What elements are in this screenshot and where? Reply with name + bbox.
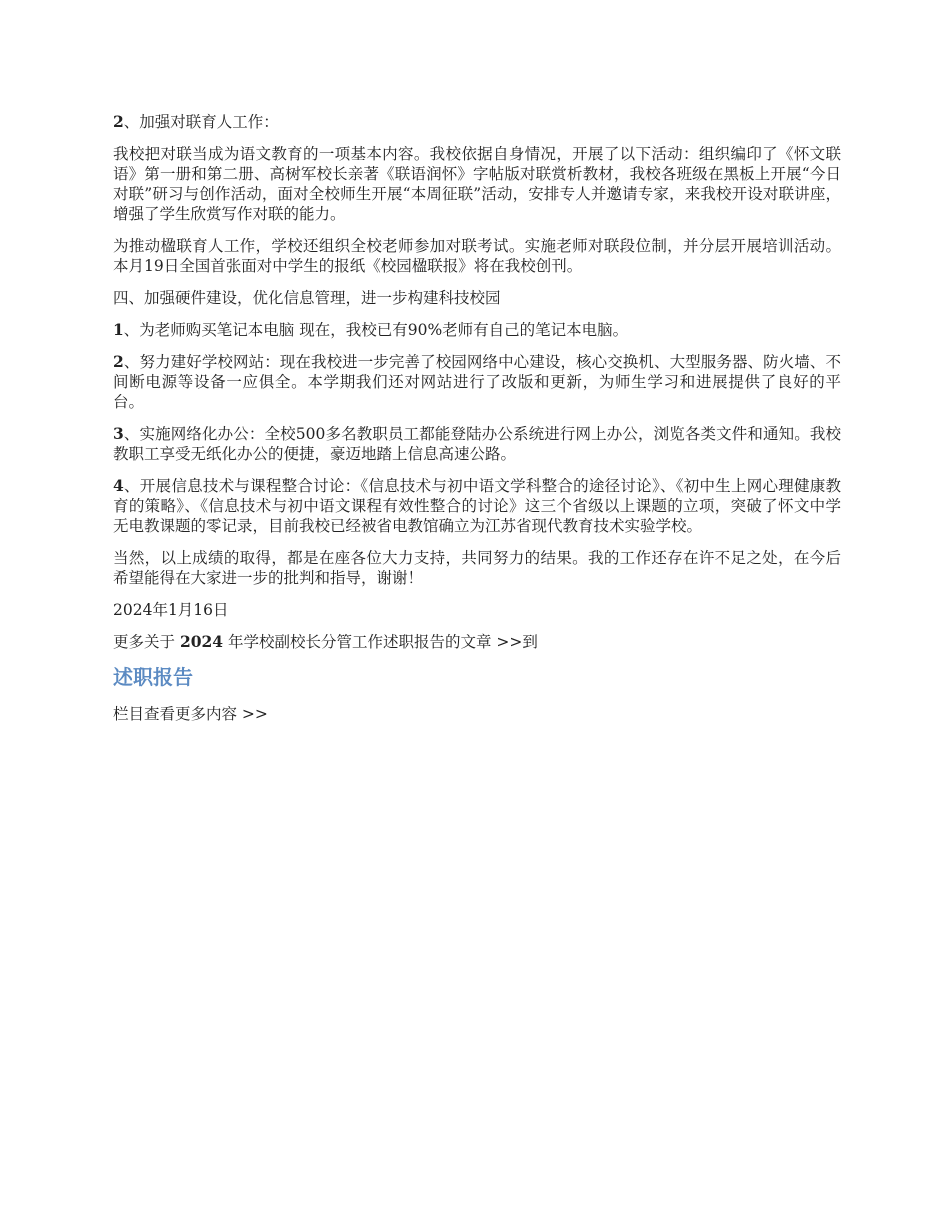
paragraph-laptops bbox=[113, 320, 841, 340]
category-heading bbox=[113, 664, 841, 690]
more-articles-line bbox=[113, 632, 841, 652]
paragraph-text: 、实施网络化办公：全校500多名教职员工都能登陆办公系统进行网上办公，浏览各类文件和通知。我校教职工享受无纸化办公的便捷，豪迈地踏上信息高速公路。 bbox=[113, 425, 841, 463]
paragraph-text: 、努力建好学校网站：现在我校进一步完善了校园网络中心建设，核心交换机、大型服务器、防火墙、不间断电源等设备一应俱全。本学期我们还对网站进行了改版和更新，为师生学习和进展提供了良好的平台。 bbox=[113, 353, 841, 411]
item-number: 2 bbox=[113, 112, 124, 131]
item-number: 3 bbox=[113, 424, 124, 443]
paragraph-text: 、开展信息技术与课程整合讨论：《信息技术与初中语文学科整合的途径讨论》、《初中生上网心理健康教育的策略》、《信息技术与初中语文课程有效性整合的讨论》这三个省级以上课题的立项，突破了怀文中学无电教课题的零记录，目前我校已经被省电教馆确立为江苏省现代教育技术实验学校。 bbox=[113, 477, 841, 535]
paragraph-it-integration bbox=[113, 476, 841, 536]
view-more-link[interactable]: 栏目查看更多内容 >> bbox=[113, 705, 268, 723]
more-articles-link[interactable] bbox=[113, 633, 538, 651]
paragraph-text: 、加强对联育人工作： bbox=[123, 113, 279, 131]
paragraph-couplet-exam: 为推动楹联育人工作，学校还组织全校老师参加对联考试。实施老师对联段位制，并分层开展培训活动。本月19日全国首张面对中学生的报纸《校园楹联报》将在我校创刊。 bbox=[113, 237, 841, 275]
category-footer bbox=[113, 704, 841, 724]
report-date: 2024年1月16日 bbox=[113, 601, 229, 619]
more-year: 2024 bbox=[179, 632, 224, 651]
paragraph-school-website bbox=[113, 352, 841, 412]
paragraph-couplet-activities: 我校把对联当成为语文教育的一项基本内容。我校依据自身情况，开展了以下活动：组织编印了《怀文联语》第一册和第二册、高树军校长亲著《联语润怀》字帖版对联赏析教材，我校各班级在黑板上开展“今日对联”研习与创作活动，面对全校师生开展“本周征联”活动，安排专人并邀请专家，来我校开设对联讲座，增强了学生欣赏写作对联的能力。 bbox=[113, 145, 841, 223]
paragraph-closing-remarks: 当然，以上成绩的取得，都是在座各位大力支持，共同努力的结果。我的工作还存在许不足之处，在今后希望能得在大家进一步的批判和指导，谢谢！ bbox=[113, 549, 841, 587]
more-prefix: 更多关于 bbox=[113, 633, 180, 651]
category-link[interactable]: 述职报告 bbox=[113, 665, 193, 689]
paragraph-couplet-education-heading bbox=[113, 112, 841, 132]
paragraph-network-office bbox=[113, 424, 841, 464]
section-heading-hardware: 四、加强硬件建设，优化信息管理，进一步构建科技校园 bbox=[113, 289, 501, 307]
item-number: 2 bbox=[113, 352, 124, 371]
paragraph-text: 、为老师购买笔记本电脑 现在，我校已有90%老师有自己的笔记本电脑。 bbox=[123, 321, 629, 339]
more-suffix: 年学校副校长分管工作述职报告的文章 >>到 bbox=[223, 633, 538, 651]
item-number: 1 bbox=[113, 320, 124, 339]
item-number: 4 bbox=[113, 476, 124, 495]
document-body bbox=[113, 112, 841, 736]
